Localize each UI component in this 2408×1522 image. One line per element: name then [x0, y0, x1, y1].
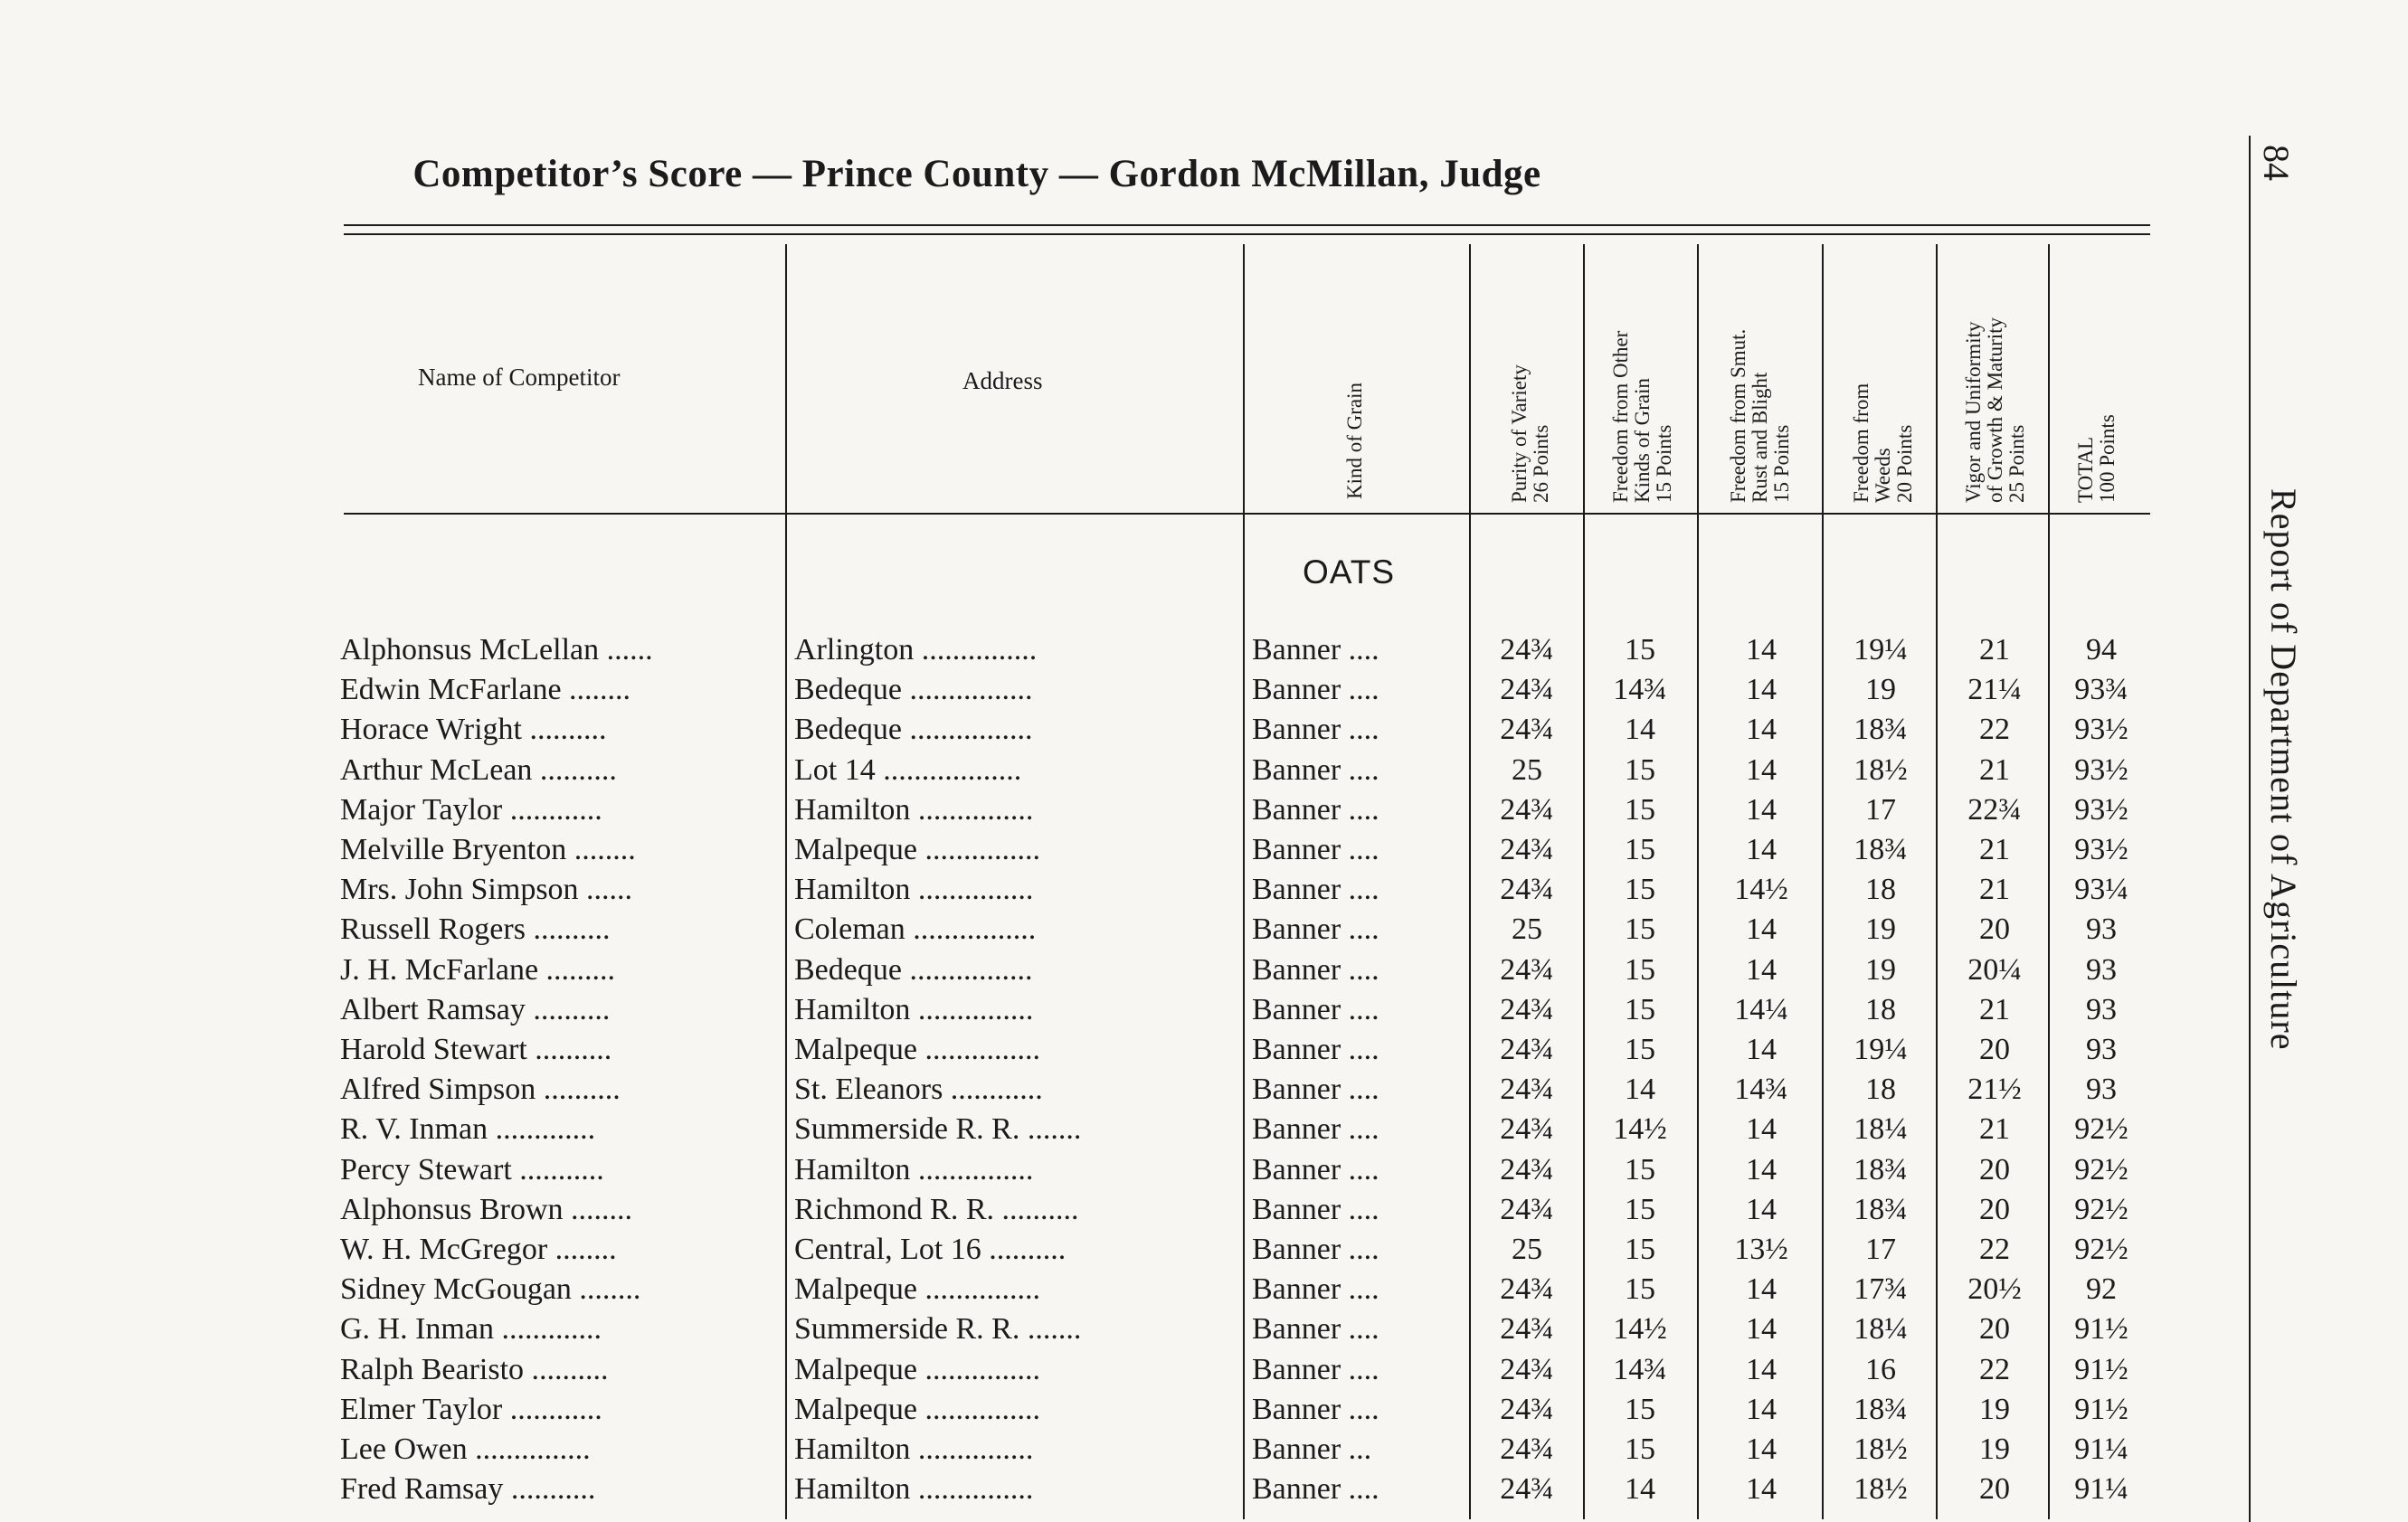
score-total: 91½	[2074, 1392, 2128, 1426]
score-total: 93½	[2074, 833, 2128, 866]
header-vigor: Vigor and Uniformity of Growth & Maturity 25 Points	[1962, 317, 2028, 503]
score-total: 93	[2086, 1073, 2117, 1107]
score-vigor: 21	[1979, 1112, 2010, 1147]
header-grain: Kind of Grain	[1343, 382, 1366, 499]
competitor-name: Major Taylor ............	[340, 792, 602, 827]
page-number: 84	[2256, 145, 2297, 181]
score-total: 94	[2086, 633, 2117, 666]
score-freedom-other: 15	[1625, 833, 1655, 866]
score-freedom-other: 14	[1625, 1472, 1655, 1507]
score-purity: 24¾	[1500, 833, 1554, 866]
grain-kind: Banner ....	[1252, 992, 1379, 1026]
header-freedom-other: Freedom from Other Kinds of Grain 15 Points	[1609, 330, 1675, 503]
score-freedom-other: 15	[1625, 792, 1655, 827]
grain-kind: Banner ....	[1252, 1152, 1379, 1186]
score-total: 92½	[2074, 1233, 2128, 1266]
score-purity: 24¾	[1500, 992, 1554, 1026]
table-row	[0, 1153, 2408, 1193]
grain-kind: Banner ....	[1252, 752, 1379, 787]
score-purity: 24¾	[1500, 1432, 1554, 1466]
competitor-name: Lee Owen ...............	[340, 1432, 591, 1466]
score-total: 92½	[2074, 1192, 2128, 1226]
score-freedom-smut: 14	[1746, 1472, 1777, 1507]
competitor-address: Richmond R. R. ..........	[794, 1192, 1079, 1226]
competitor-name: Alphonsus McLellan ......	[340, 633, 653, 666]
score-freedom-weeds: 18¾	[1853, 1192, 1908, 1226]
grain-kind: Banner ....	[1252, 713, 1379, 747]
score-purity: 24¾	[1500, 952, 1554, 987]
score-freedom-weeds: 18¾	[1853, 1392, 1908, 1426]
competitor-address: Hamilton ...............	[794, 1472, 1034, 1507]
table-row	[0, 673, 2408, 713]
score-total: 92½	[2074, 1152, 2128, 1186]
score-freedom-other: 15	[1625, 1432, 1655, 1466]
score-purity: 24¾	[1500, 1392, 1554, 1426]
score-total: 93	[2086, 992, 2117, 1026]
competitor-address: Hamilton ...............	[794, 792, 1034, 827]
score-freedom-weeds: 18	[1865, 873, 1896, 907]
competitor-address: Bedeque ................	[794, 713, 1033, 747]
competitor-address: Malpeque ...............	[794, 1033, 1040, 1066]
score-freedom-other: 14¾	[1613, 1352, 1667, 1386]
competitor-address: Summerside R. R. .......	[794, 1312, 1082, 1347]
score-purity: 24¾	[1500, 1033, 1554, 1066]
score-purity: 24¾	[1500, 1312, 1554, 1347]
grain-kind: Banner ....	[1252, 1312, 1379, 1347]
competitor-name: Percy Stewart ...........	[340, 1152, 604, 1186]
score-total: 93½	[2074, 792, 2128, 827]
header-freedom-smut: Freedom from Smut. Rust and Blight 15 Points	[1727, 328, 1793, 503]
score-vigor: 20½	[1967, 1272, 2022, 1307]
score-purity: 25	[1512, 912, 1542, 947]
competitor-name: R. V. Inman .............	[340, 1112, 596, 1147]
header-top-rule-2	[344, 233, 2150, 235]
competitor-name: Sidney McGougan ........	[340, 1272, 641, 1307]
table-row	[0, 1033, 2408, 1073]
score-total: 93	[2086, 952, 2117, 987]
competitor-name: G. H. Inman .............	[340, 1312, 602, 1347]
grain-kind: Banner ....	[1252, 792, 1379, 827]
competitor-name: Alfred Simpson ..........	[340, 1073, 621, 1107]
grain-kind: Banner ....	[1252, 1033, 1379, 1066]
score-freedom-weeds: 18¾	[1853, 833, 1908, 866]
competitor-address: Hamilton ...............	[794, 873, 1034, 907]
header-freedom-weeds: Freedom from Weeds 20 Points	[1850, 383, 1916, 503]
competitor-name: Fred Ramsay ...........	[340, 1472, 596, 1507]
table-row	[0, 1472, 2408, 1512]
score-freedom-other: 14½	[1613, 1312, 1667, 1347]
score-freedom-smut: 14	[1746, 1272, 1777, 1307]
table-row	[0, 1432, 2408, 1472]
score-freedom-smut: 14	[1746, 1352, 1777, 1386]
score-freedom-other: 15	[1625, 992, 1655, 1026]
competitor-address: Central, Lot 16 ..........	[794, 1233, 1067, 1266]
score-freedom-weeds: 18	[1865, 992, 1896, 1026]
grain-kind: Banner ....	[1252, 1392, 1379, 1426]
score-freedom-smut: 14	[1746, 673, 1777, 707]
score-vigor: 19	[1979, 1392, 2010, 1426]
score-purity: 24¾	[1500, 1073, 1554, 1107]
grain-kind: Banner ....	[1252, 1272, 1379, 1307]
header-address: Address	[962, 367, 1043, 394]
score-purity: 24¾	[1500, 1192, 1554, 1226]
score-vigor: 19	[1979, 1432, 2010, 1466]
score-freedom-weeds: 17	[1865, 1233, 1896, 1266]
score-total: 92	[2086, 1272, 2117, 1307]
score-vigor: 21	[1979, 633, 2010, 666]
score-total: 91½	[2074, 1352, 2128, 1386]
score-vigor: 22	[1979, 1233, 2010, 1266]
table-row	[0, 873, 2408, 912]
grain-kind: Banner ....	[1252, 833, 1379, 866]
score-vigor: 22¾	[1967, 792, 2022, 827]
header-total: TOTAL 100 Points	[2074, 414, 2119, 503]
score-freedom-weeds: 18¾	[1853, 713, 1908, 747]
table-row	[0, 912, 2408, 952]
score-vigor: 20	[1979, 1192, 2010, 1226]
score-purity: 24¾	[1500, 1272, 1554, 1307]
score-total: 93½	[2074, 713, 2128, 747]
score-vigor: 20	[1979, 1152, 2010, 1186]
score-vigor: 20	[1979, 1312, 2010, 1347]
header-name: Name of Competitor	[418, 364, 621, 391]
score-total: 93¾	[2074, 673, 2128, 707]
score-total: 92½	[2074, 1112, 2128, 1147]
score-freedom-weeds: 18½	[1853, 1472, 1908, 1507]
score-vigor: 21	[1979, 752, 2010, 787]
competitor-name: Harold Stewart ..........	[340, 1033, 612, 1066]
page-title: Competitor’s Score — Prince County — Gordon McMillan, Judge	[412, 153, 1541, 195]
score-total: 93¼	[2074, 873, 2128, 907]
competitor-address: Malpeque ...............	[794, 833, 1040, 866]
score-total: 91¼	[2074, 1432, 2128, 1466]
grain-kind: Banner ....	[1252, 873, 1379, 907]
competitor-address: St. Eleanors ............	[794, 1073, 1043, 1107]
score-freedom-weeds: 18½	[1853, 1432, 1908, 1466]
grain-kind: Banner ....	[1252, 952, 1379, 987]
competitor-address: Coleman ................	[794, 912, 1037, 947]
score-freedom-smut: 14	[1746, 1033, 1777, 1066]
score-freedom-smut: 14	[1746, 752, 1777, 787]
grain-kind: Banner ....	[1252, 1472, 1379, 1507]
table-row	[0, 1393, 2408, 1432]
score-freedom-smut: 14	[1746, 633, 1777, 666]
competitor-address: Hamilton ...............	[794, 1152, 1034, 1186]
score-freedom-other: 15	[1625, 952, 1655, 987]
score-freedom-smut: 14	[1746, 713, 1777, 747]
header-purity: Purity of Variety 26 Points	[1508, 364, 1552, 503]
grain-kind: Banner ....	[1252, 1073, 1379, 1107]
table-row	[0, 1312, 2408, 1352]
competitor-address: Malpeque ...............	[794, 1272, 1040, 1307]
score-total: 93	[2086, 1033, 2117, 1066]
score-freedom-weeds: 18	[1865, 1073, 1896, 1107]
table-row	[0, 1272, 2408, 1312]
table-row	[0, 1233, 2408, 1272]
grain-kind: Banner ....	[1252, 1112, 1379, 1147]
score-vigor: 20	[1979, 1472, 2010, 1507]
competitor-address: Bedeque ................	[794, 673, 1033, 707]
table-row	[0, 1193, 2408, 1233]
score-vigor: 21	[1979, 833, 2010, 866]
score-freedom-smut: 14	[1746, 1112, 1777, 1147]
competitor-name: Elmer Taylor ............	[340, 1392, 602, 1426]
competitor-name: Arthur McLean ..........	[340, 752, 617, 787]
competitor-name: Mrs. John Simpson ......	[340, 873, 633, 907]
score-vigor: 20	[1979, 912, 2010, 947]
score-vigor: 21	[1979, 873, 2010, 907]
score-freedom-smut: 14	[1746, 952, 1777, 987]
competitor-address: Bedeque ................	[794, 952, 1033, 987]
table-row	[0, 1112, 2408, 1152]
score-freedom-smut: 14	[1746, 792, 1777, 827]
score-total: 91¼	[2074, 1472, 2128, 1507]
score-freedom-other: 14	[1625, 713, 1655, 747]
score-freedom-weeds: 17	[1865, 792, 1896, 827]
score-freedom-other: 15	[1625, 1033, 1655, 1066]
score-purity: 24¾	[1500, 633, 1554, 666]
score-freedom-other: 15	[1625, 912, 1655, 947]
score-freedom-other: 14½	[1613, 1112, 1667, 1147]
competitor-name: W. H. McGregor ........	[340, 1233, 617, 1266]
score-freedom-smut: 14	[1746, 1192, 1777, 1226]
score-vigor: 21	[1979, 992, 2010, 1026]
table-row	[0, 1353, 2408, 1393]
score-vigor: 22	[1979, 1352, 2010, 1386]
grain-kind: Banner ....	[1252, 673, 1379, 707]
score-freedom-other: 15	[1625, 752, 1655, 787]
page-edge-rule	[2249, 136, 2251, 1522]
score-freedom-other: 15	[1625, 1272, 1655, 1307]
competitor-name: Alphonsus Brown ........	[340, 1192, 633, 1226]
running-head: Report of Department of Agriculture	[2263, 488, 2304, 1051]
table-row	[0, 953, 2408, 993]
section-label-oats: OATS	[1303, 553, 1395, 591]
score-freedom-other: 15	[1625, 1392, 1655, 1426]
score-total: 93	[2086, 912, 2117, 947]
competitor-name: Horace Wright ..........	[340, 713, 607, 747]
score-freedom-smut: 14½	[1734, 873, 1788, 907]
score-vigor: 20¼	[1967, 952, 2022, 987]
score-freedom-weeds: 18½	[1853, 752, 1908, 787]
competitor-name: Russell Rogers ..........	[340, 912, 611, 947]
score-freedom-weeds: 18¼	[1853, 1112, 1908, 1147]
score-freedom-other: 15	[1625, 873, 1655, 907]
competitor-name: Edwin McFarlane ........	[340, 673, 631, 707]
header-bottom-rule	[344, 513, 2150, 515]
score-purity: 24¾	[1500, 792, 1554, 827]
header-top-rule	[344, 224, 2150, 226]
score-freedom-weeds: 19	[1865, 673, 1896, 707]
competitor-address: Malpeque ...............	[794, 1392, 1040, 1426]
grain-kind: Banner ....	[1252, 1352, 1379, 1386]
score-freedom-smut: 14¾	[1734, 1073, 1788, 1107]
table-row	[0, 1073, 2408, 1112]
score-freedom-other: 15	[1625, 633, 1655, 666]
score-purity: 24¾	[1500, 1352, 1554, 1386]
score-purity: 24¾	[1500, 1112, 1554, 1147]
score-purity: 25	[1512, 752, 1542, 787]
score-vigor: 22	[1979, 713, 2010, 747]
competitor-address: Summerside R. R. .......	[794, 1112, 1082, 1147]
grain-kind: Banner ....	[1252, 1192, 1379, 1226]
score-freedom-weeds: 19	[1865, 952, 1896, 987]
score-total: 93½	[2074, 752, 2128, 787]
score-freedom-smut: 14	[1746, 912, 1777, 947]
table-row	[0, 793, 2408, 833]
score-purity: 25	[1512, 1233, 1542, 1266]
score-freedom-weeds: 19	[1865, 912, 1896, 947]
score-vigor: 21½	[1967, 1073, 2022, 1107]
score-purity: 24¾	[1500, 673, 1554, 707]
score-freedom-smut: 14¼	[1734, 992, 1788, 1026]
score-freedom-smut: 14	[1746, 1432, 1777, 1466]
score-freedom-smut: 14	[1746, 1312, 1777, 1347]
score-freedom-other: 14¾	[1613, 673, 1667, 707]
competitor-name: Ralph Bearisto ..........	[340, 1352, 609, 1386]
score-purity: 24¾	[1500, 1472, 1554, 1507]
score-freedom-other: 15	[1625, 1233, 1655, 1266]
grain-kind: Banner ....	[1252, 1233, 1379, 1266]
competitor-name: J. H. McFarlane .........	[340, 952, 616, 987]
score-total: 91½	[2074, 1312, 2128, 1347]
table-row	[0, 713, 2408, 752]
score-vigor: 20	[1979, 1033, 2010, 1066]
competitor-address: Lot 14 ..................	[794, 752, 1022, 787]
score-freedom-other: 14	[1625, 1073, 1655, 1107]
score-freedom-other: 15	[1625, 1152, 1655, 1186]
competitor-address: Malpeque ...............	[794, 1352, 1040, 1386]
grain-kind: Banner ...	[1252, 1432, 1372, 1466]
score-freedom-smut: 14	[1746, 833, 1777, 866]
score-purity: 24¾	[1500, 1152, 1554, 1186]
score-freedom-other: 15	[1625, 1192, 1655, 1226]
score-freedom-weeds: 17¾	[1853, 1272, 1908, 1307]
score-freedom-weeds: 19¼	[1853, 1033, 1908, 1066]
score-purity: 24¾	[1500, 873, 1554, 907]
table-row	[0, 633, 2408, 673]
score-freedom-smut: 13½	[1734, 1233, 1788, 1266]
score-vigor: 21¼	[1967, 673, 2022, 707]
competitor-address: Arlington ...............	[794, 633, 1038, 666]
table-row	[0, 993, 2408, 1033]
score-freedom-smut: 14	[1746, 1392, 1777, 1426]
grain-kind: Banner ....	[1252, 633, 1379, 666]
score-freedom-weeds: 19¼	[1853, 633, 1908, 666]
score-freedom-weeds: 18¾	[1853, 1152, 1908, 1186]
competitor-name: Melville Bryenton ........	[340, 833, 636, 866]
competitor-address: Hamilton ...............	[794, 992, 1034, 1026]
score-freedom-weeds: 16	[1865, 1352, 1896, 1386]
competitor-name: Albert Ramsay ..........	[340, 992, 611, 1026]
table-row	[0, 753, 2408, 793]
score-freedom-weeds: 18¼	[1853, 1312, 1908, 1347]
grain-kind: Banner ....	[1252, 912, 1379, 947]
score-freedom-smut: 14	[1746, 1152, 1777, 1186]
table-row	[0, 833, 2408, 873]
score-purity: 24¾	[1500, 713, 1554, 747]
competitor-address: Hamilton ...............	[794, 1432, 1034, 1466]
